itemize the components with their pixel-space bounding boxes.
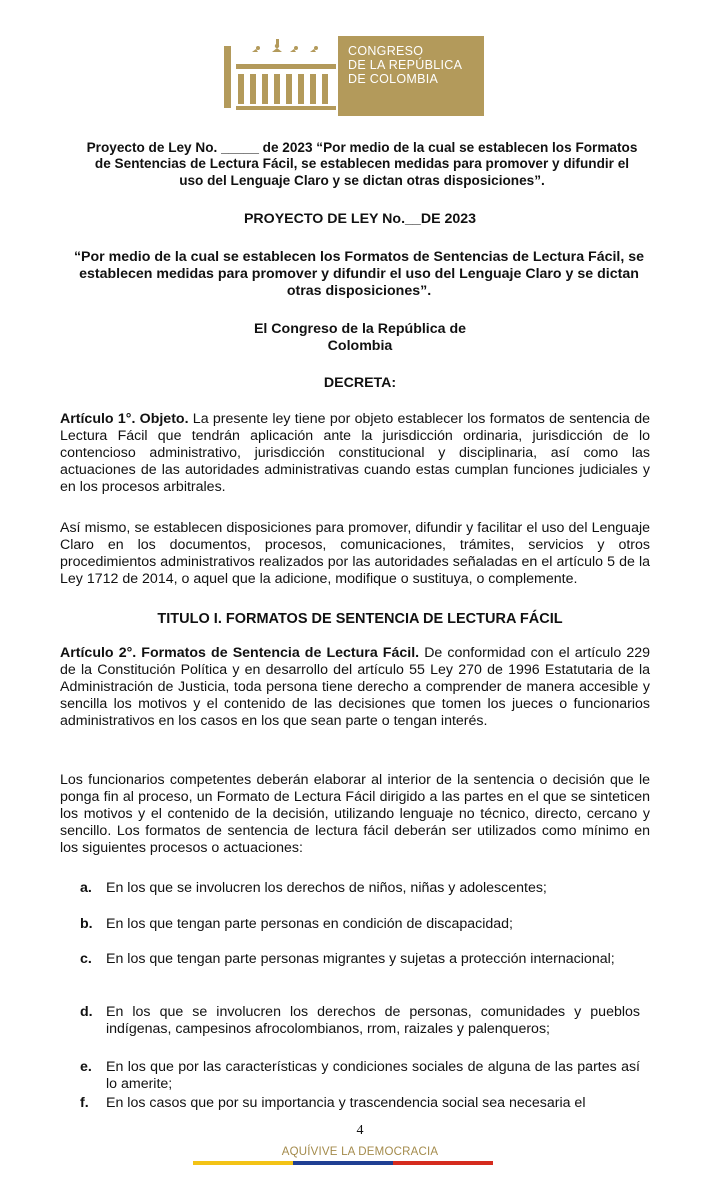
list-item-letter: a. [80,880,92,896]
congreso-logo [222,36,484,116]
list-item [80,951,640,968]
list-item-letter: f. [80,1095,89,1111]
bill-number-heading: PROYECTO DE LEY No.__DE 2023 [243,211,477,227]
article-1-heading: Artículo 1°. Objeto. [60,411,189,427]
article-2-paragraph-2: Los funcionarios competentes deberán elaborar al interior de la sentencia o decisión que le ponga fin al proceso, un Formato de Lectura Fácil dirigido a las partes en el que se sinteticen los motivos y el contenido de la decisión, utilizando lenguaje no técnico, directo, cercano y sencillo. Los formatos de sentencia de lectura fácil deberán ser utilizados como mínimo en los siguientes procesos o actuaciones: [60,772,650,856]
list-item-text: En los que por las características y condiciones sociales de alguna de las partes así lo amerite; [106,1059,640,1092]
article-2-paragraph [60,645,650,730]
logo-line-2: DE LA REPÚBLICA [348,58,463,72]
list-item-letter: d. [80,1004,93,1020]
capitol-emblem-icon [222,36,338,116]
list-item [80,1004,640,1038]
list-item [80,916,640,933]
list-item-text: En los que tengan parte personas en condición de discapacidad; [106,916,513,932]
list-item-letter: c. [80,951,92,967]
list-item-text: En los que tengan parte personas migrantes y sujetas a protección internacional; [106,951,615,967]
article-1-paragraph-2: Así mismo, se establecen disposiciones para promover, difundir y facilitar el uso del Lenguaje Claro en los documentos, procesos, comunicaciones, trámites, servicios y otros procedimientos administrativos realizados por las autoridades señaladas en el artículo 5 de la Ley 1712 de 2014, o aquel que la adicione, modifique o sustituya, o complemente. [60,520,650,587]
article-1-paragraph [60,411,650,496]
list-item [80,1095,640,1112]
list-item [80,1059,640,1093]
flag-stripe [193,1161,493,1165]
bill-lead-title: Proyecto de Ley No. _____ de 2023 “Por medio de la cual se establecen los Formatos de Sentencias de Lectura Fácil, se establecen medidas para promover y difundir el uso del Lenguaje Claro y se dictan otras disposiciones”. [86,140,638,188]
flag-red [393,1161,493,1165]
list-item-letter: e. [80,1059,92,1075]
page-number: 4 [356,1123,364,1138]
article-1-text: La presente ley tiene por objeto establecer los formatos de sentencia de Lectura Fácil que tendrán aplicación ante la jurisdicción ordinaria, jurisdicción de lo contencioso administrativo, jurisdicción constitucional y disciplinaria, así como las actuaciones de las autoridades administrativas cuando estas cumplan funciones judiciales y en los procesos arbitrales. [60,411,650,495]
flag-yellow [193,1161,293,1165]
list-item-text: En los casos que por su importancia y trascendencia social sea necesaria el [106,1095,586,1111]
list-item-text: En los que se involucren los derechos de niños, niñas y adolescentes; [106,880,547,896]
list-item [80,880,640,897]
flag-blue [293,1161,393,1165]
enacting-body: El Congreso de la República de Colombia [253,321,467,354]
list-item-letter: b. [80,916,93,932]
article-2-text: De conformidad con el artículo 229 de la Constitución Política y en desarrollo del artículo 55 Ley 270 de 1996 Estatutaria de la Administración de Justicia, toda persona tiene derecho a comprender de manera accesible y sencilla los motivos y el contenido de las decisiones que tomen los jueces o funcionarios administrativos en los casos en los que sean parte o tengan interés. [60,645,650,729]
footer-slogan: AQUÍVIVE LA DEMOCRACIA [281,1146,439,1158]
decreta-heading: DECRETA: [323,375,397,391]
logo-line-3: DE COLOMBIA [348,72,439,86]
logo-line-1: CONGRESO [348,44,424,58]
title-1-heading: TITULO I. FORMATOS DE SENTENCIA DE LECTURA FÁCIL [157,611,563,627]
bill-quoted-title: “Por medio de la cual se establecen los Formatos de Sentencias de Lectura Fácil, se establecen medidas para promover y difundir el uso del Lenguaje Claro y se dictan otras disposiciones”. [73,249,645,299]
article-2-heading: Artículo 2°. Formatos de Sentencia de Lectura Fácil. [60,645,420,661]
list-item-text: En los que se involucren los derechos de personas, comunidades y pueblos indígenas, campesinos afrocolombianos, rrom, raizales y palenqueros; [106,1004,640,1037]
congreso-logo-text [338,36,484,116]
